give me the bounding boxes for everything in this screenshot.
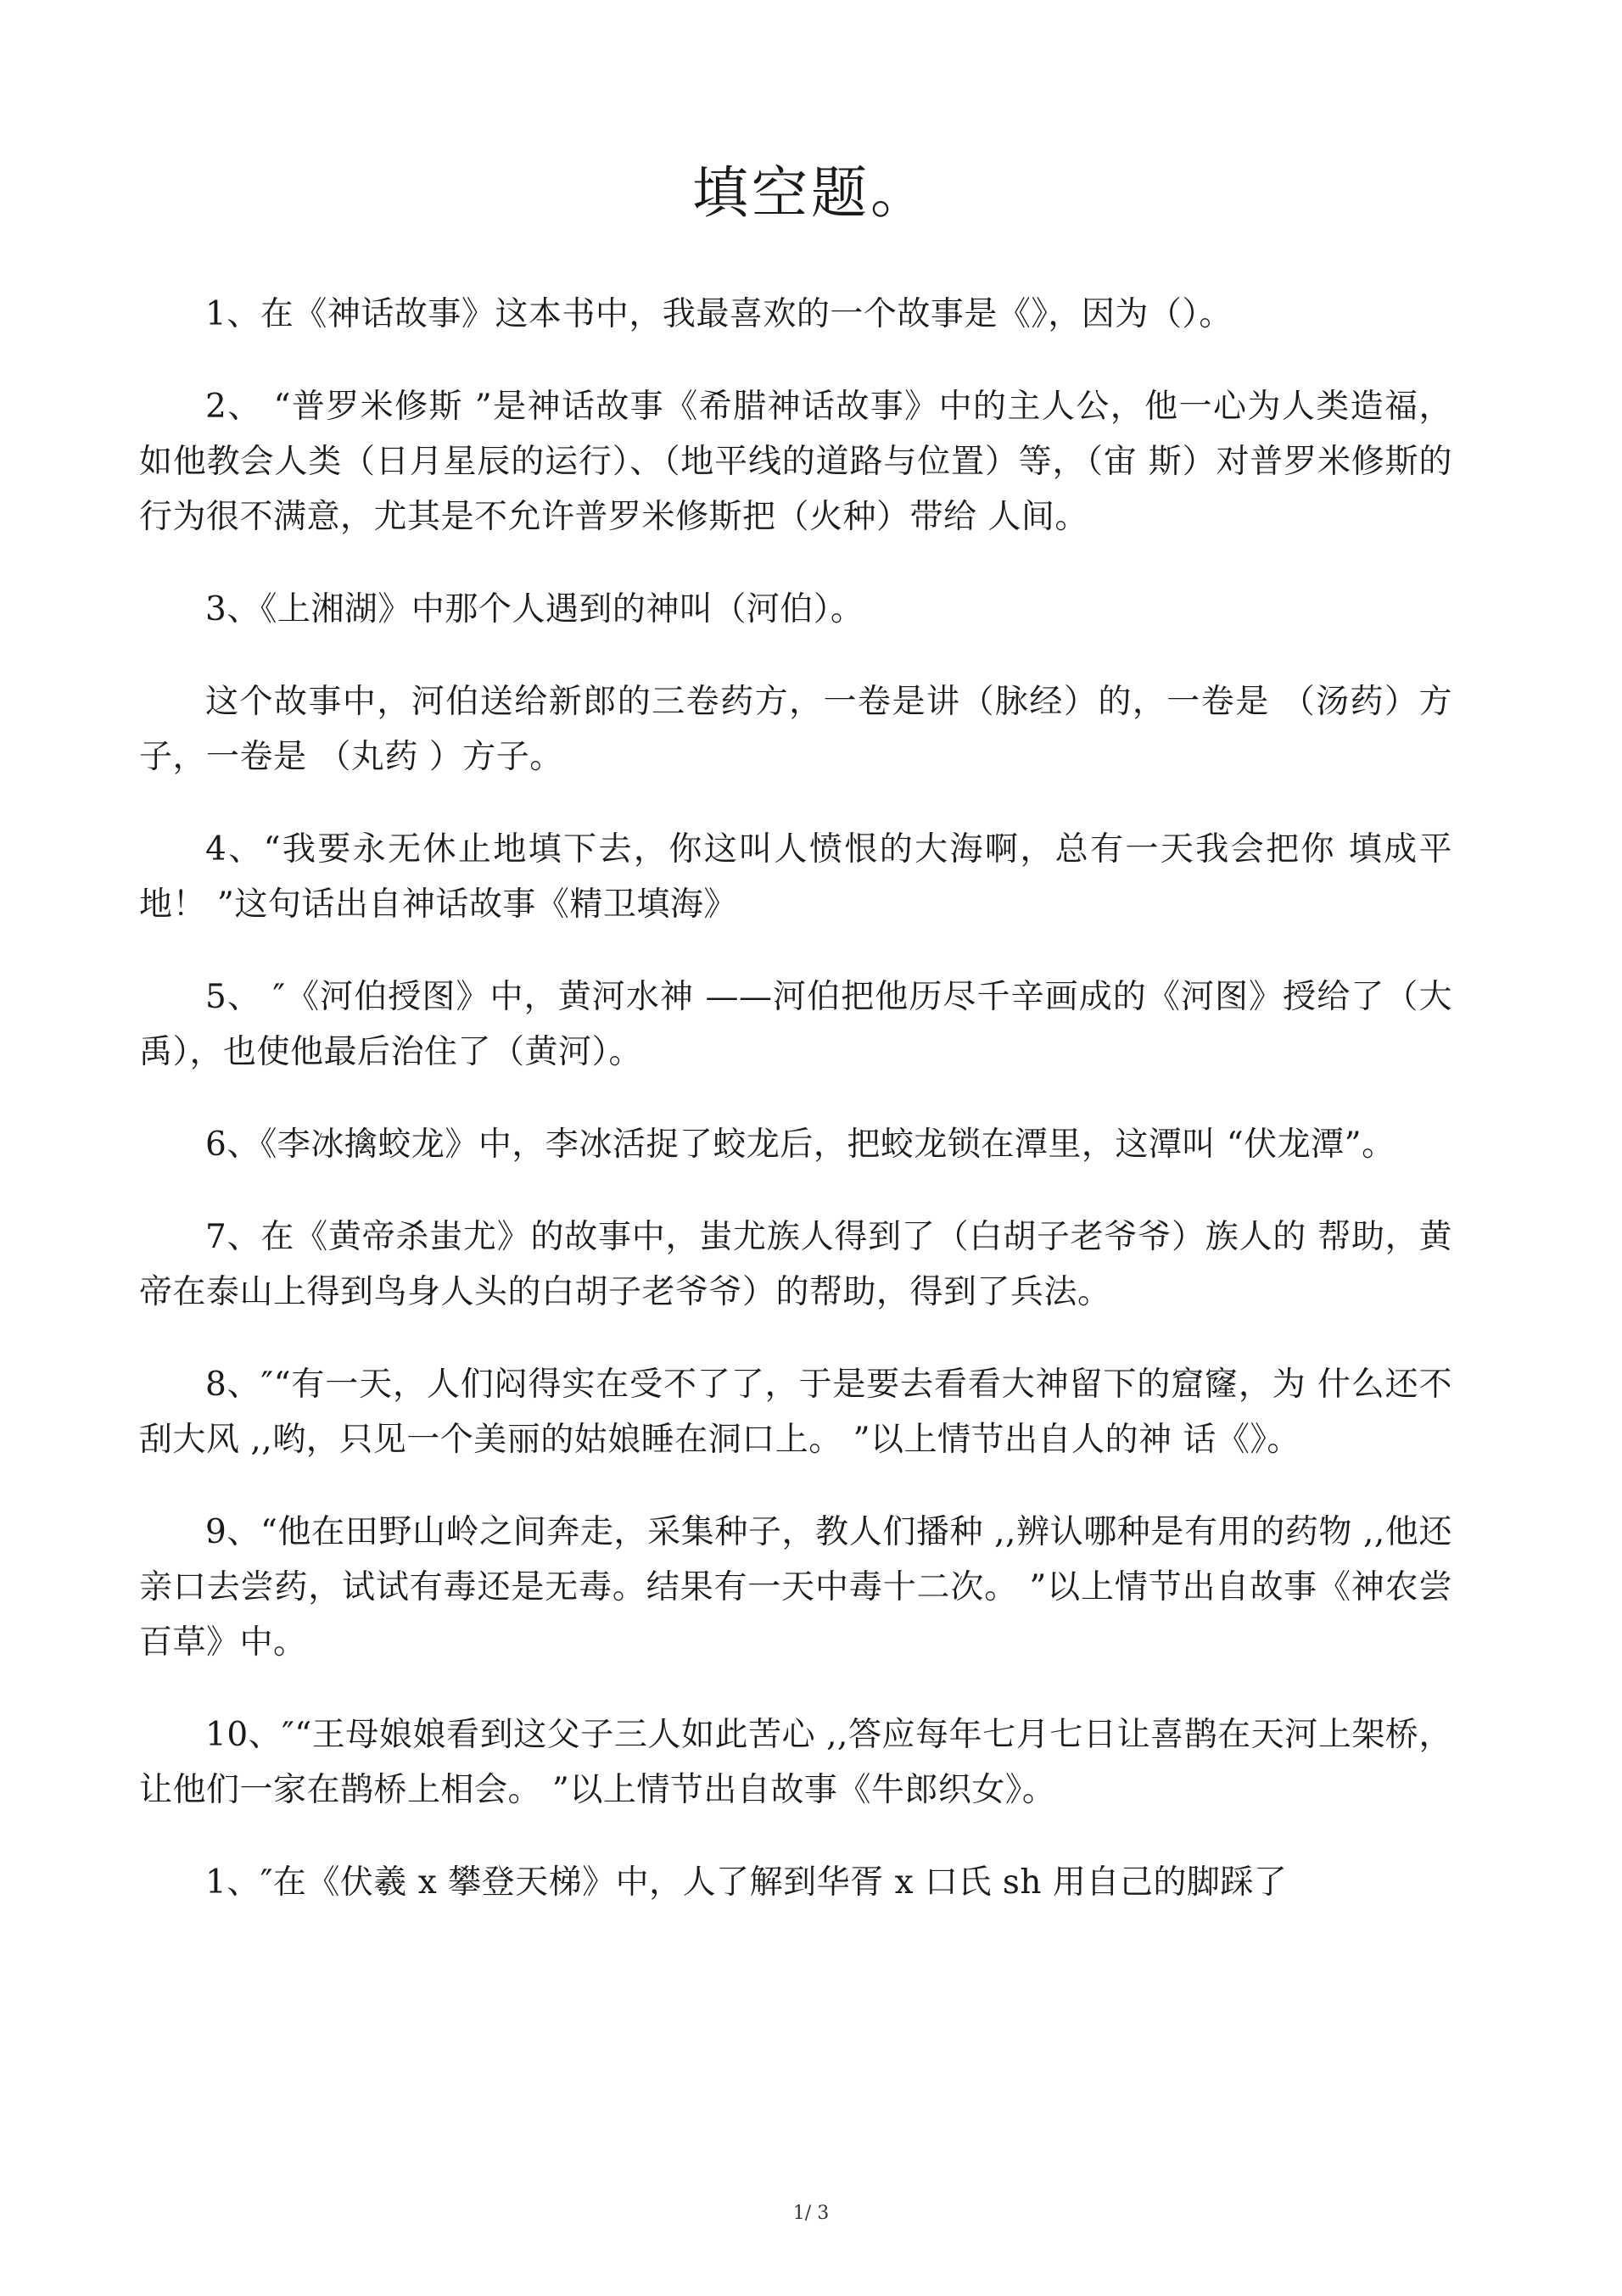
question-paragraph-8: 8、″“有一天，人们闷得实在受不了了，于是要去看看大神留下的窟窿，为 什么还不刮大风 ,,哟，只见一个美丽的姑娘睡在洞口上。 ”以上情节出自人的神 话《》。 [139, 1366, 1452, 1459]
question-paragraph-10: 10、″“王母娘娘看到这父子三人如此苦心 ,,答应每年七月七日让喜鹊在天河上架桥，让他们一家在鹊桥上相会。 ”以上情节出自故事《牛郎织女》。 [139, 1716, 1452, 1809]
question-list [139, 287, 1452, 1947]
question-paragraph-5: 5、 ″《河伯授图》中，黄河水神 ——河伯把他历尽千辛画成的《河图》授给了（大禹），也使他最后治住了（黄河）。 [139, 978, 1452, 1071]
question-paragraph-11: 1、″在《伏羲 x 攀登天梯》中，人了解到华胥 x 口氏 sh 用自己的脚踩了 [205, 1863, 1288, 1902]
question-paragraph-3: 3、《上湘湖》中那个人遇到的神叫（河伯）。 [205, 590, 864, 628]
question-paragraph-6: 6、《李冰擒蛟龙》中，李冰活捉了蛟龙后，把蛟龙锁在潭里，这潭叫 “伏龙潭”。 [205, 1126, 1395, 1164]
question-paragraph-7: 7、在《黄帝杀蚩尤》的故事中，蚩尤族人得到了（白胡子老爷爷）族人的 帮助，黄帝在泰山上得到鸟身人头的白胡子老爷爷）的帮助，得到了兵法。 [139, 1218, 1452, 1311]
question-paragraph-9: 9、“他在田野山岭之间奔走，采集种子，教人们播种 ,,辨认哪种是有用的药物 ,,他还亲口去尝药，试试有毒还是无毒。结果有一天中毒十二次。 ”以上情节出自故事《神农尝百草》中。 [139, 1513, 1452, 1662]
page-title: 填空题。 [692, 160, 930, 226]
question-paragraph-1: 1、在《神话故事》这本书中，我最喜欢的一个故事是《》，因为（）。 [205, 295, 1233, 333]
question-paragraph-3-continued: 这个故事中，河伯送给新郎的三卷药方，一卷是讲（脉经）的，一卷是 （汤药）方子，一卷是 （丸药 ）方子。 [139, 683, 1452, 776]
question-paragraph-2: 2、 “普罗米修斯 ”是神话故事《希腊神话故事》中的主人公，他一心为人类造福，如他教会人类（日月星辰的运行）、（地平线的道路与位置）等，（宙 斯）对普罗米修斯的行为很不满意，尤其是不允许普罗米修斯把（火种）带给 人间。 [139, 388, 1452, 536]
page-number: 1/ 3 [792, 2203, 830, 2224]
question-paragraph-4: 4、“我要永无休止地填下去，你这叫人愤恨的大海啊，总有一天我会把你 填成平地！ ”这句话出自神话故事《精卫填海》 [139, 830, 1452, 924]
